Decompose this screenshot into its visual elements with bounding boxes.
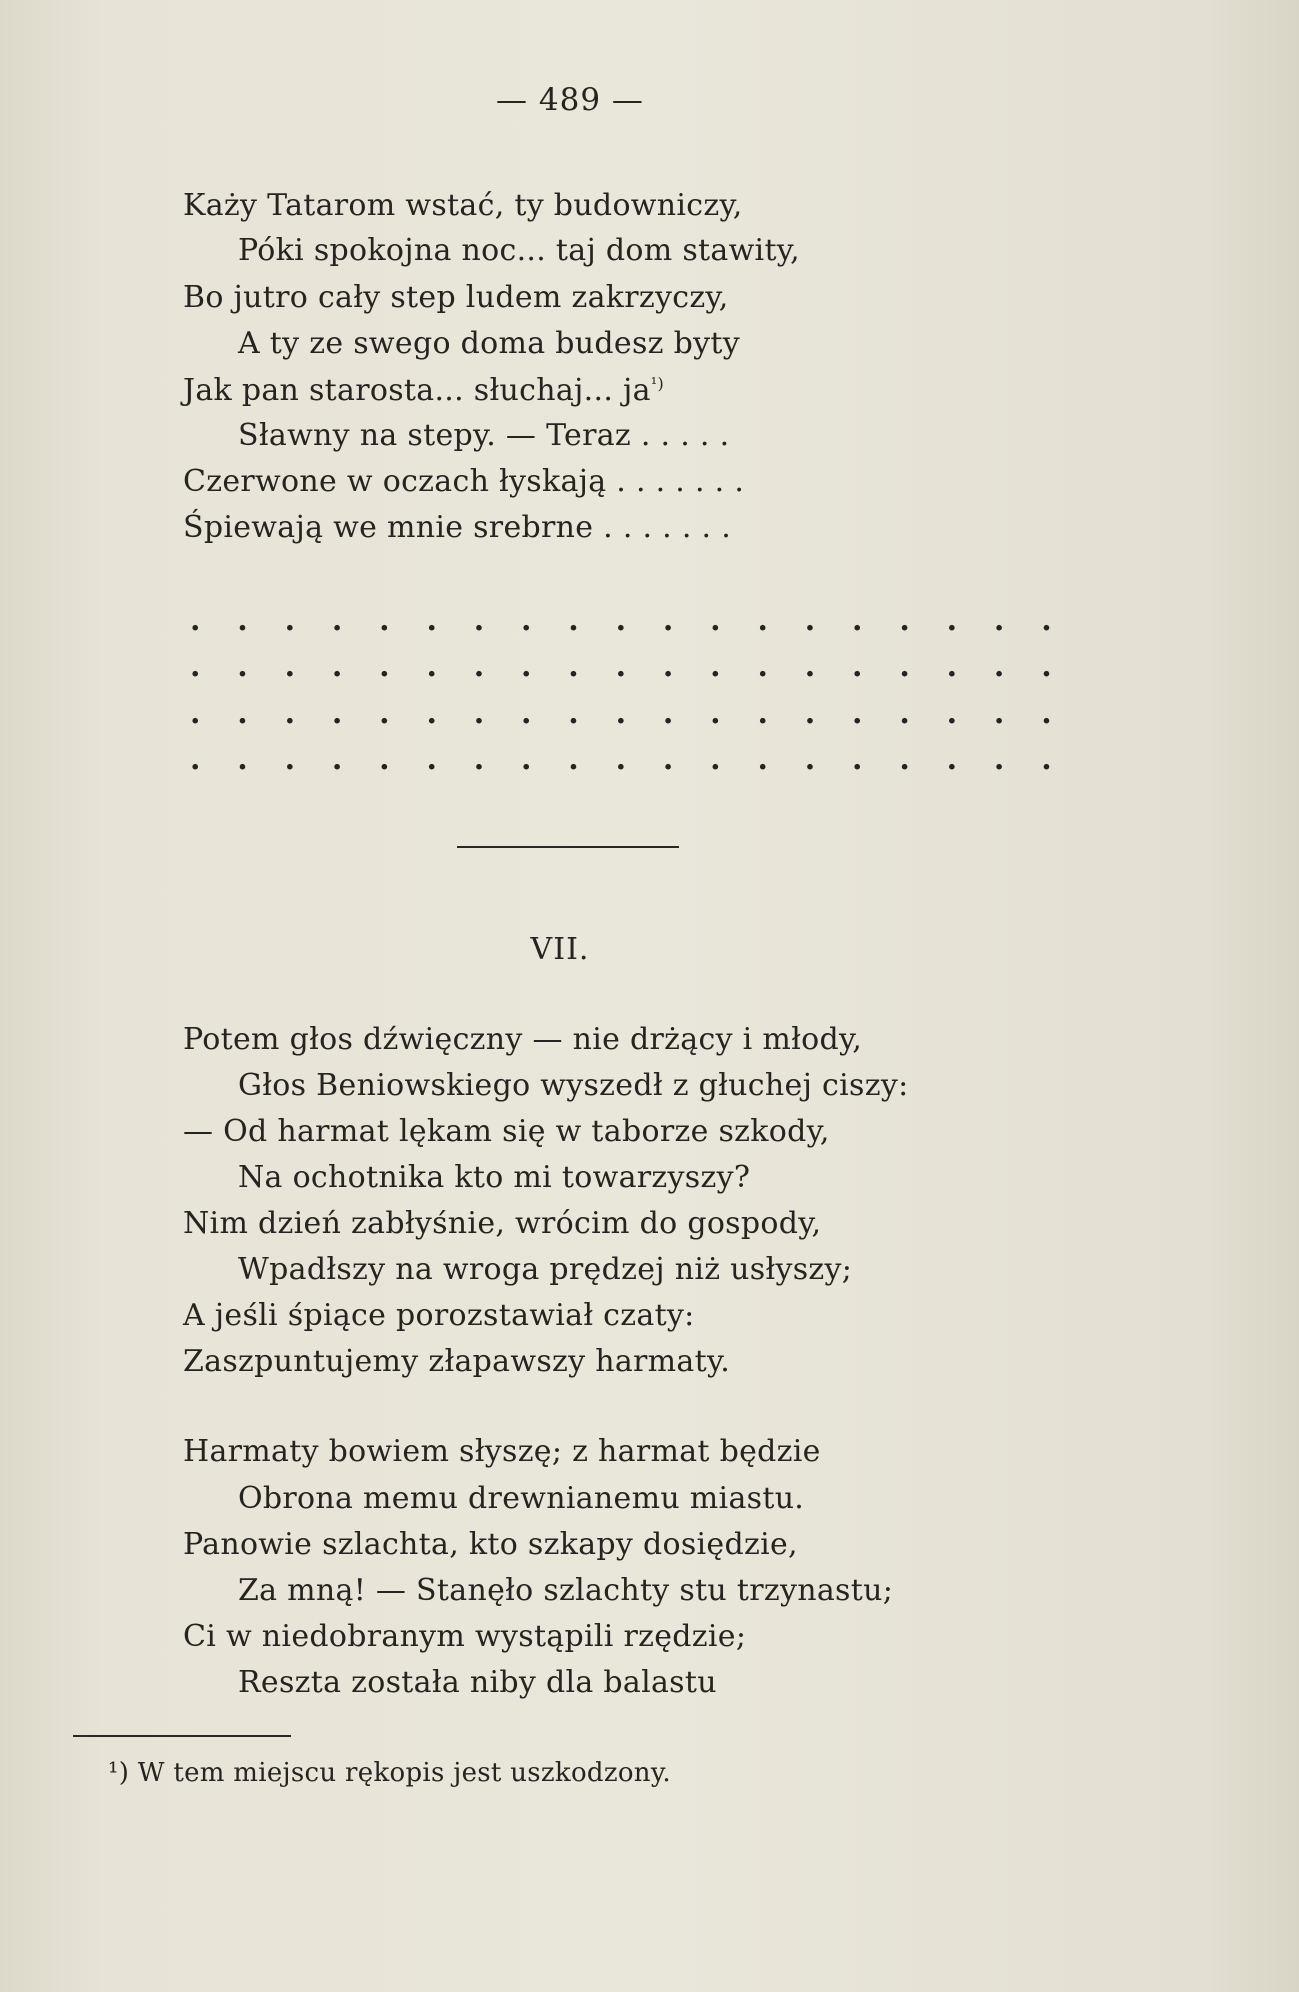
verse-line: Obrona memu drewnianemu miastu. bbox=[238, 1481, 805, 1516]
verse-line: Głos Beniowskiego wyszedł z głuchej ciszy: bbox=[238, 1068, 909, 1103]
verse-line: Nim dzień zabłyśnie, wrócim do gospody, bbox=[183, 1206, 822, 1241]
dot-row: . . . . . . . . . . . . . . . . . . . bbox=[190, 696, 1065, 731]
footnote-reference: ¹) bbox=[650, 374, 665, 393]
verse-line: A jeśli śpiące porozstawiał czaty: bbox=[183, 1298, 695, 1333]
verse-line: Ci w niedobranym wystąpili rzędzie; bbox=[183, 1619, 747, 1654]
footnote-text: W tem miejscu rękopis jest uszkodzony. bbox=[137, 1758, 671, 1788]
verse-line: — Od harmat lękam się w taborze szkody, bbox=[183, 1114, 830, 1149]
verse-line: Śpiewają we mnie srebrne . . . . . . . bbox=[183, 510, 732, 545]
verse-line: Wpadłszy na wroga prędzej niż usłyszy; bbox=[238, 1252, 853, 1287]
verse-line: Póki spokojna noc... taj dom stawity, bbox=[238, 233, 800, 268]
verse-line: Za mną! — Stanęło szlachty stu trzynastu; bbox=[238, 1573, 894, 1608]
verse-line: A ty ze swego doma budesz byty bbox=[238, 326, 740, 361]
verse-line-with-note bbox=[183, 373, 664, 408]
dot-row: . . . . . . . . . . . . . . . . . . . bbox=[190, 603, 1065, 638]
verse-line: Na ochotnika kto mi towarzyszy? bbox=[238, 1160, 751, 1195]
verse-line: Każy Tatarom wstać, ty budowniczy, bbox=[183, 188, 743, 223]
verse-line: Zaszpuntujemy złapawszy harmaty. bbox=[183, 1344, 731, 1379]
verse-line: Panowie szlachta, kto szkapy dosiędzie, bbox=[183, 1527, 798, 1562]
footnote-marker: ¹) bbox=[108, 1758, 130, 1788]
dot-row: . . . . . . . . . . . . . . . . . . . bbox=[190, 649, 1065, 684]
verse-line: Potem głos dźwięczny — nie drżący i młody, bbox=[183, 1022, 863, 1057]
footnote bbox=[108, 1758, 671, 1788]
verse-line: Sławny na stepy. — Teraz . . . . . bbox=[238, 418, 730, 453]
section-heading: VII. bbox=[530, 932, 590, 967]
section-divider bbox=[457, 846, 679, 848]
verse-line: Bo jutro cały step ludem zakrzyczy, bbox=[183, 280, 729, 315]
page-number: — 489 — bbox=[496, 82, 644, 118]
verse-line: Reszta została niby dla balastu bbox=[238, 1665, 717, 1700]
footnote-divider bbox=[73, 1735, 291, 1737]
verse-line-text: Jak pan starosta... słuchaj... ja bbox=[183, 373, 651, 408]
verse-line: Czerwone w oczach łyskają . . . . . . . bbox=[183, 464, 745, 499]
verse-line: Harmaty bowiem słyszę; z harmat będzie bbox=[183, 1434, 821, 1469]
dot-row: . . . . . . . . . . . . . . . . . . . bbox=[190, 742, 1065, 777]
